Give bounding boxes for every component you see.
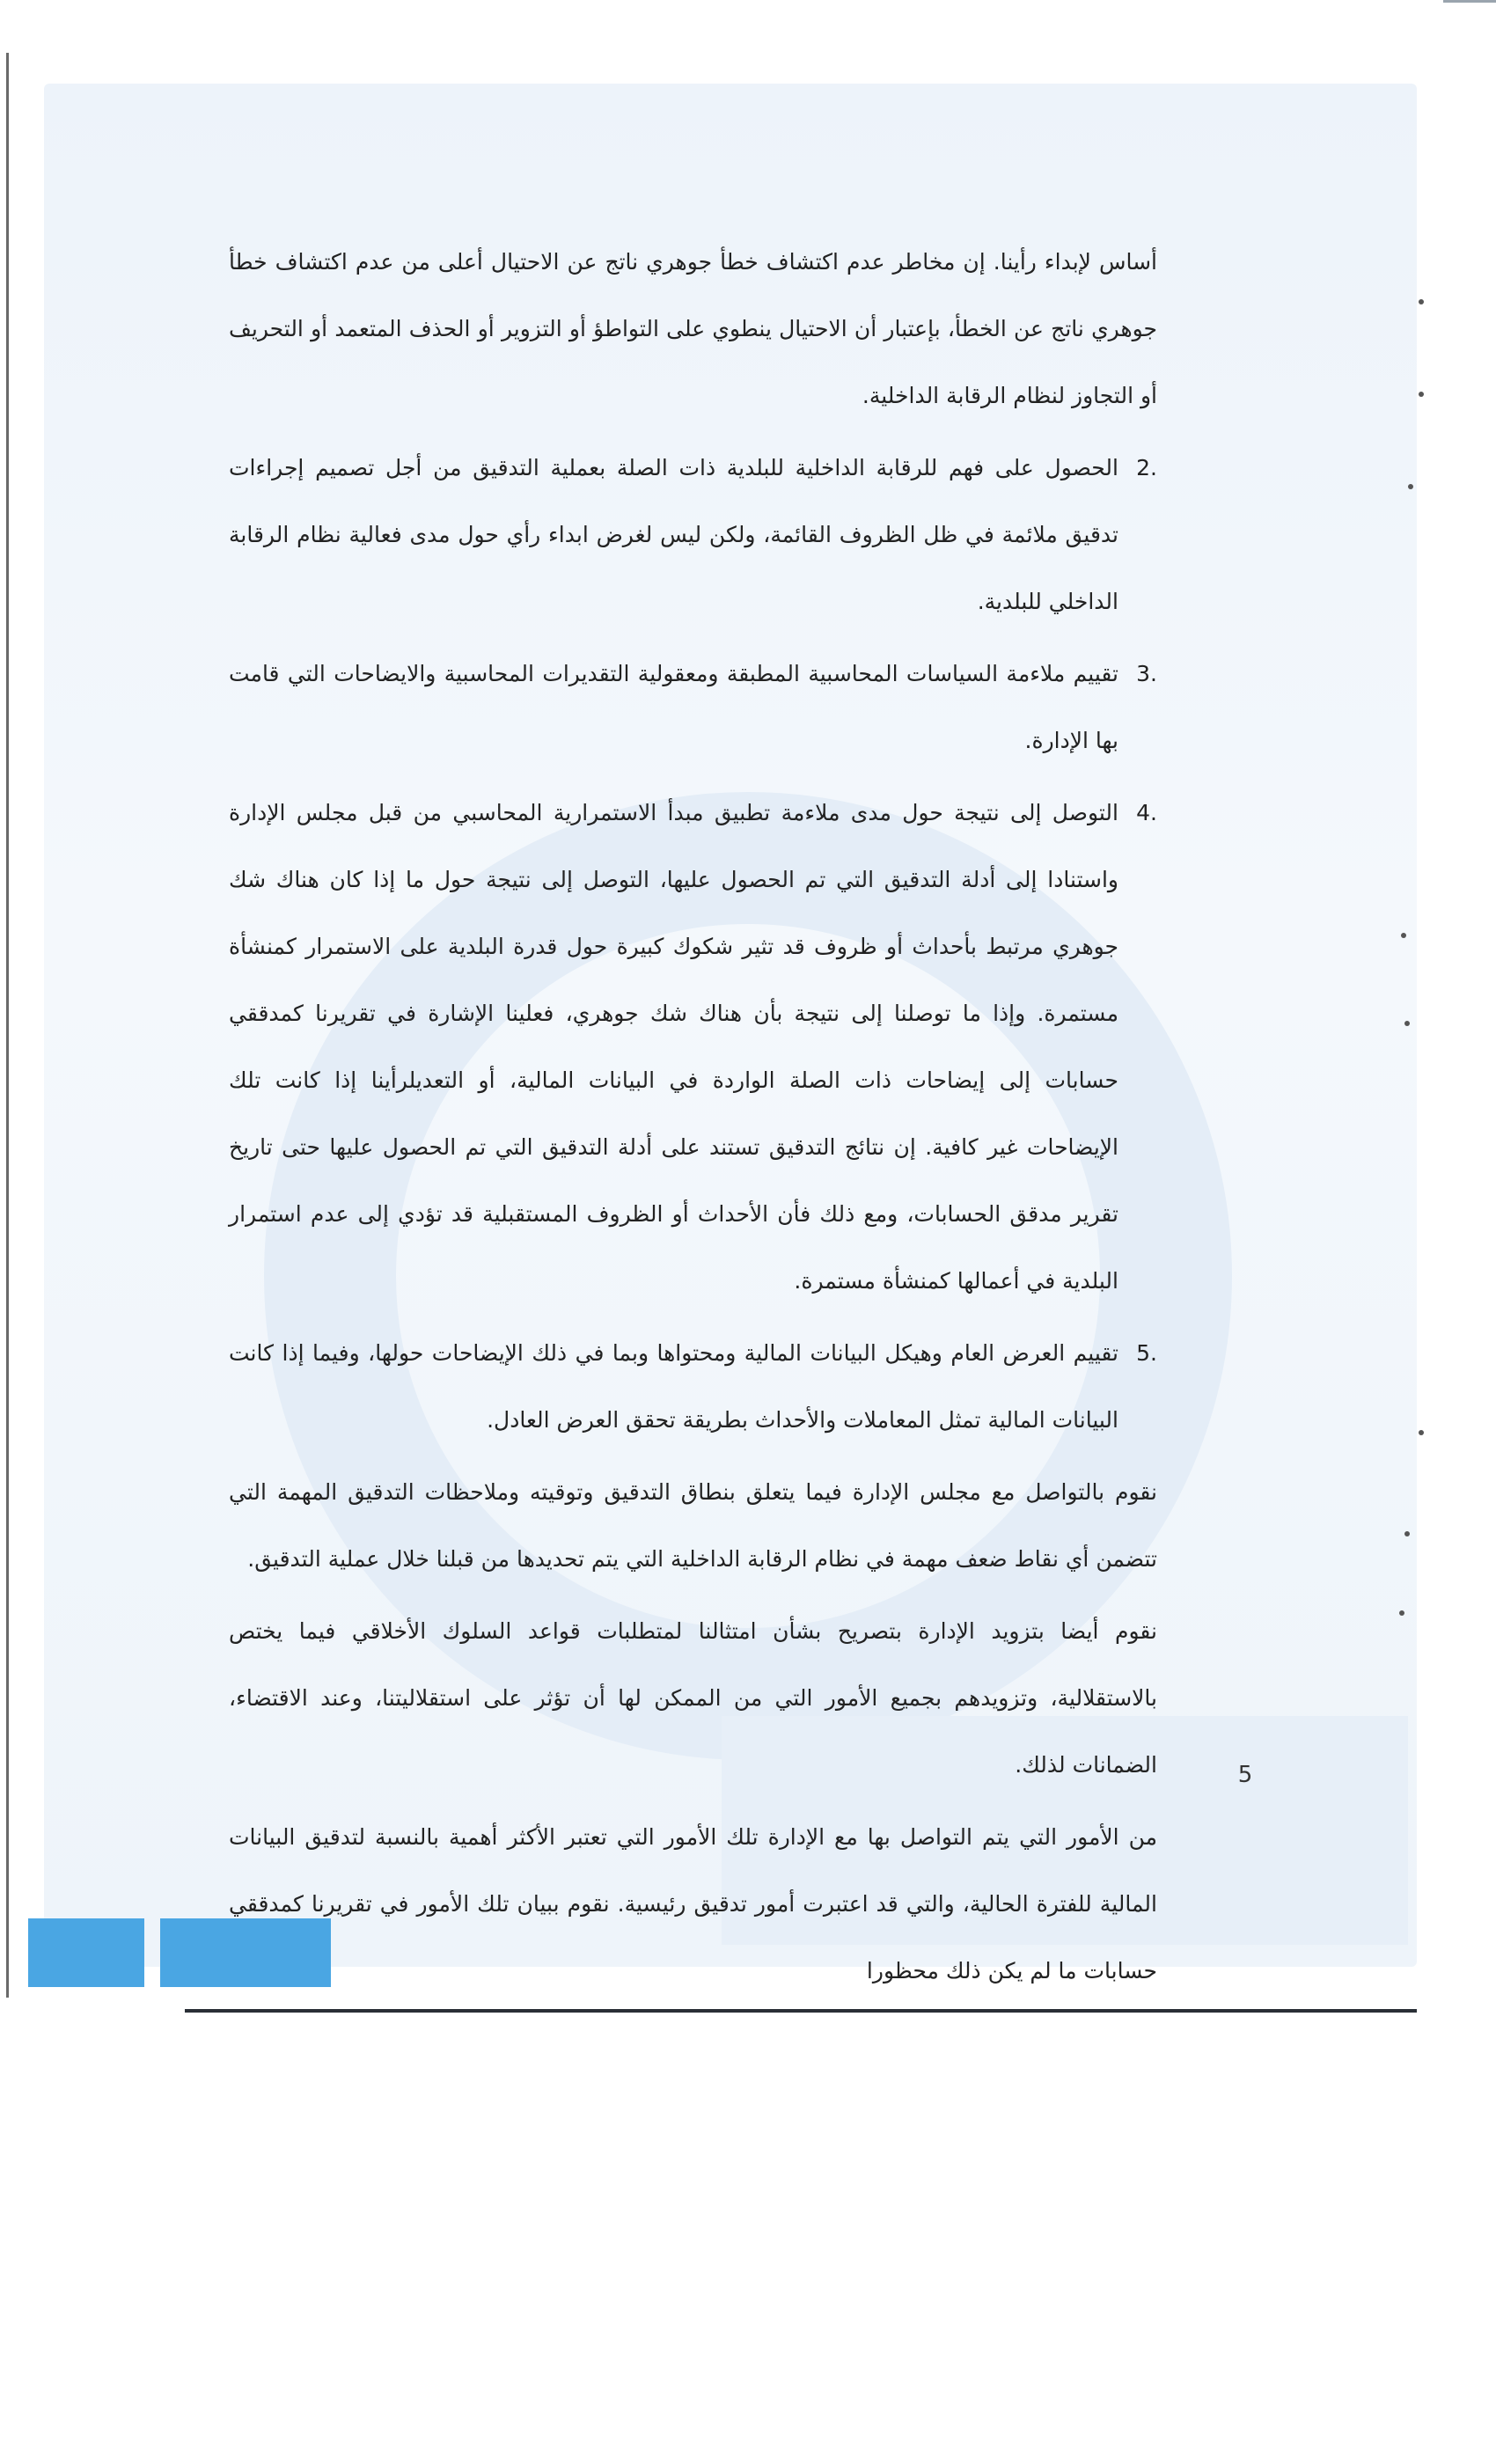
footer-rule (185, 2009, 1417, 2013)
list-item-text: الحصول على فهم للرقابة الداخلية للبلدية ذات الصلة بعملية التدقيق من أجل تصميم إجراءات تدقيق ملائمة في ظل الظروف القائمة، ولكن ليس لغرض ابداء رأي حول مدى فعالية نظام الرقابة الداخلي للبلدية. (229, 455, 1118, 614)
list-item-number: 5. (1136, 1340, 1157, 1366)
scan-speck (1401, 933, 1406, 938)
intro-paragraph: أساس لإبداء رأينا. إن مخاطر عدم اكتشاف خطأ جوهري ناتج عن الاحتيال أعلى من عدم اكتشاف خطأ جوهري ناتج عن الخطأ، بإعتبار أن الاحتيال ينطوي على التواطؤ أو التزوير أو الحذف المتعمد أو التحريف أو التجاوز لنظام الرقابة الداخلية. (229, 249, 1157, 408)
scan-speck (1408, 484, 1413, 489)
list-item-number: 4. (1136, 800, 1157, 825)
list-item (229, 780, 1157, 1315)
independence-paragraph: نقوم أيضا بتزويد الإدارة بتصريح بشأن امتثالنا لمتطلبات قواعد السلوك الأخلاقي فيما يختص بالاستقلالية، وتزويدهم بجميع الأمور التي من الممكن لها أن تؤثر على استقلاليتنا، وعند الاقتضاء، الضمانات لذلك. (229, 1618, 1157, 1778)
list-item (229, 435, 1157, 635)
list-item-number: 3. (1136, 661, 1157, 686)
scan-speck (1404, 1021, 1410, 1026)
page-number: 5 (1237, 1762, 1253, 1788)
scan-speck (1399, 1610, 1404, 1616)
left-margin-rule (6, 53, 9, 1998)
footer-accent-block (28, 1918, 144, 1987)
top-edge-mark (1443, 0, 1496, 3)
scan-speck (1419, 299, 1424, 304)
list-item-number: 2. (1136, 455, 1157, 480)
list-item (229, 1320, 1157, 1454)
key-audit-matters-paragraph: من الأمور التي يتم التواصل بها مع الإدارة تلك الأمور التي تعتبر الأكثر أهمية بالنسبة لتدقيق البيانات المالية للفترة الحالية، والتي قد اعتبرت أمور تدقيق رئيسية. نقوم ببيان تلك الأمور في تقريرنا كمدققي حسابات ما لم يكن ذلك محظورا (229, 1824, 1157, 1984)
communication-paragraph: نقوم بالتواصل مع مجلس الإدارة فيما يتعلق بنطاق التدقيق وتوقيته وملاحظات التدقيق المهمة التي تتضمن أي نقاط ضعف مهمة في نظام الرقابة الداخلية التي يتم تحديدها من قبلنا خلال عملية التدقيق. (229, 1479, 1157, 1572)
list-item (229, 641, 1157, 774)
scan-speck (1419, 1430, 1424, 1435)
list-item-text: تقييم ملاءمة السياسات المحاسبية المطبقة ومعقولية التقديرات المحاسبية والايضاحات التي قامت بها الإدارة. (229, 661, 1118, 753)
footer-accent-block (160, 1918, 331, 1987)
list-item-text: التوصل إلى نتيجة حول مدى ملاءمة تطبيق مبدأ الاستمرارية المحاسبي من قبل مجلس الإدارة واستنادا إلى أدلة التدقيق التي تم الحصول عليها، التوصل إلى نتيجة حول ما إذا كان هناك شك جوهري مرتبط بأحداث أو ظروف قد تثير شكوك كبيرة حول قدرة البلدية على الاستمرار كمنشأة مستمرة. وإذا ما توصلنا إلى نتيجة بأن هناك شك جوهري، فعلينا الإشارة في تقريرنا كمدققي حسابات إلى إيضاحات ذات الصلة الواردة في البيانات المالية، أو التعديلرأينا إذا كانت تلك الإيضاحات غير كافية. إن نتائج التدقيق تستند على أدلة التدقيق التي تم الحصول عليها حتى تاريخ تقرير مدقق الحسابات، ومع ذلك فأن الأحداث أو الظروف المستقبلية قد تؤدي إلى عدم استمرار البلدية في أعمالها كمنشأة مستمرة. (229, 800, 1118, 1294)
list-item-text: تقييم العرض العام وهيكل البيانات المالية ومحتواها وبما في ذلك الإيضاحات حولها، وفيما إذا كانت البيانات المالية تمثل المعاملات والأحداث بطريقة تحقق العرض العادل. (229, 1340, 1118, 1433)
scan-speck (1404, 1531, 1410, 1536)
report-body (229, 229, 1157, 2010)
scan-speck (1419, 392, 1424, 397)
